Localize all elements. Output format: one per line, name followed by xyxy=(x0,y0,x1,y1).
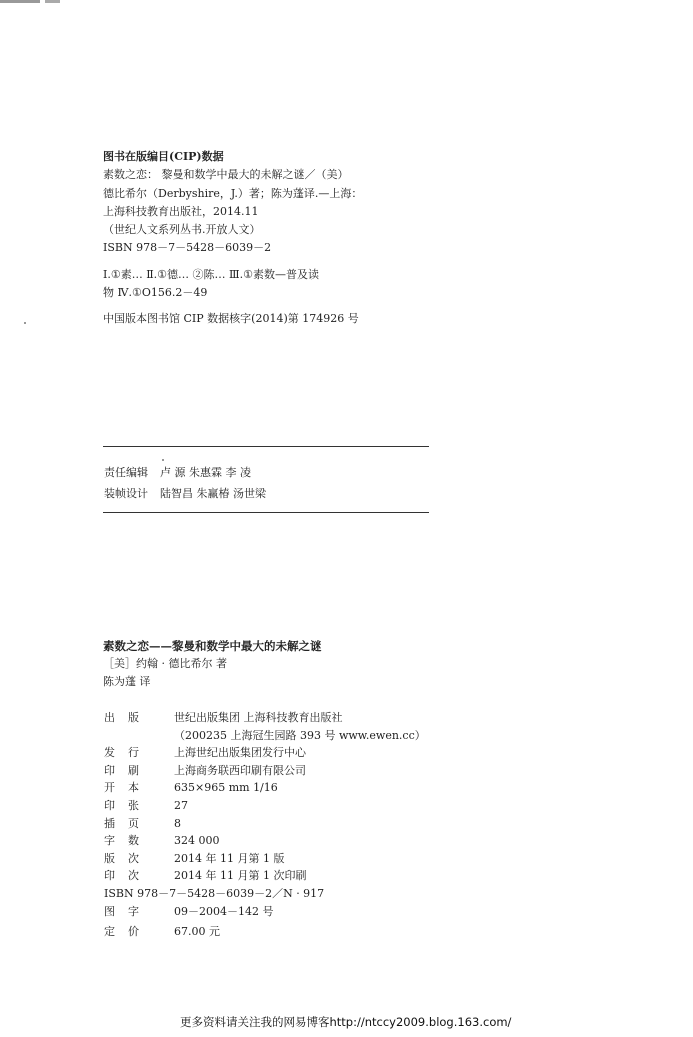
cip-line: （世纪人文系列丛书.开放人文） xyxy=(103,223,261,237)
spec-row xyxy=(104,762,426,780)
spec-row xyxy=(104,709,426,727)
spec-key: 版 次 xyxy=(104,851,139,865)
spec-row xyxy=(104,867,426,885)
editors-block xyxy=(104,462,266,504)
spec-key: 印 张 xyxy=(104,798,139,812)
spec-key: 定 价 xyxy=(104,925,139,939)
spec-key: 印 次 xyxy=(104,869,139,883)
cip-line: 上海科技教育出版社，2014.11 xyxy=(103,204,259,218)
spec-contract-number: 09－2004－142 号 xyxy=(174,904,274,918)
spec-key: 插 页 xyxy=(104,816,139,830)
book-author: ［美］约翰 · 德比希尔 著 xyxy=(103,657,227,670)
footer-watermark-text: 更多资料请关注我的网易博客http://ntccy2009.blog.163.com/ xyxy=(180,1015,512,1029)
divider-top xyxy=(103,446,429,447)
scan-edge-mark xyxy=(0,0,100,3)
cip-classification: Ⅰ.①素… Ⅱ.①德… ②陈… Ⅲ.①素数—普及读 xyxy=(103,267,319,281)
spec-isbn: ISBN 978－7－5428－6039－2／N · 917 xyxy=(104,886,325,900)
spec-row xyxy=(104,815,426,833)
spec-row xyxy=(104,903,426,921)
editor-row xyxy=(104,462,266,483)
spec-key: 开 本 xyxy=(104,781,139,795)
cip-line: 素数之恋： 黎曼和数学中最大的未解之谜／（美） xyxy=(103,168,349,182)
cip-line: 德比希尔（Derbyshire，J.）著；陈为蓬译.—上海： xyxy=(103,186,363,200)
editor-label: 装帧设计 xyxy=(104,487,148,500)
spec-row xyxy=(104,850,426,868)
spec-key: 出 版 xyxy=(104,711,139,724)
spec-value: 8 xyxy=(174,816,181,830)
spec-value: 635×965 mm 1/16 xyxy=(174,781,278,795)
spec-row xyxy=(104,779,426,797)
spec-key: 图 字 xyxy=(104,904,139,918)
book-info xyxy=(103,637,322,691)
spec-key: 发 行 xyxy=(104,746,139,760)
spec-row xyxy=(104,744,426,762)
spec-publisher: 世纪出版集团 上海科技教育出版社 xyxy=(174,711,343,724)
book-title: 素数之恋——黎曼和数学中最大的未解之谜 xyxy=(103,639,322,653)
spec-value: 2014 年 11 月第 1 版 xyxy=(174,851,285,865)
cip-heading: 图书在版编目(CIP)数据 xyxy=(103,150,224,163)
spec-value: 上海商务联西印刷有限公司 xyxy=(174,763,306,777)
editor-names: 陆智昌 朱赢椿 汤世梁 xyxy=(160,487,266,500)
cip-data-block xyxy=(103,148,362,329)
book-translator: 陈为蓬 译 xyxy=(103,675,151,688)
scan-speck xyxy=(162,459,164,461)
spec-row xyxy=(104,832,426,850)
editor-label: 责任编辑 xyxy=(104,466,148,479)
publication-specs xyxy=(104,709,426,941)
spec-row xyxy=(104,797,426,815)
scan-speck xyxy=(24,322,26,324)
spec-key: 字 数 xyxy=(104,834,139,848)
editor-names: 卢 源 朱惠霖 李 凌 xyxy=(160,466,251,479)
spec-publisher-address: （200235 上海冠生园路 393 号 www.ewen.cc） xyxy=(174,728,426,742)
divider-bottom xyxy=(103,512,429,513)
spec-value: 2014 年 11 月第 1 次印刷 xyxy=(174,869,307,883)
cip-verification: 中国版本图书馆 CIP 数据核字(2014)第 174926 号 xyxy=(103,312,359,326)
cip-line: ISBN 978－7－5428－6039－2 xyxy=(103,241,272,255)
spec-price: 67.00 元 xyxy=(174,925,220,939)
spec-key: 印 刷 xyxy=(104,763,139,777)
cip-classification: 物 Ⅳ.①O156.2－49 xyxy=(103,286,208,300)
spec-row xyxy=(104,923,426,941)
spec-value: 324 000 xyxy=(174,834,220,848)
editor-row xyxy=(104,483,266,504)
spec-value: 27 xyxy=(174,798,188,812)
spec-value: 上海世纪出版集团发行中心 xyxy=(174,746,306,760)
